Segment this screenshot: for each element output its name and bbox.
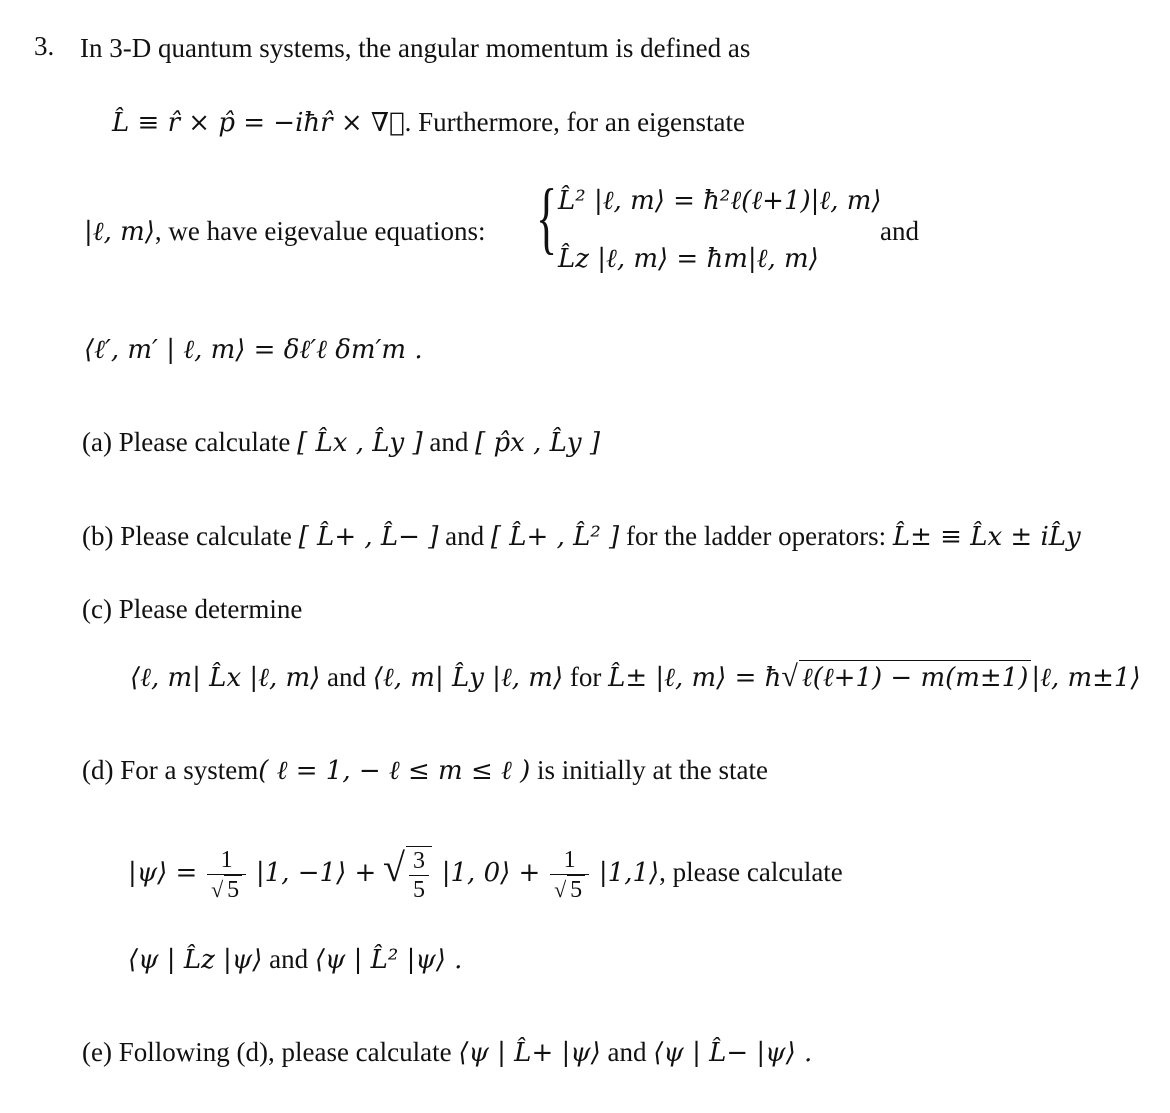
eigen-equation-2: L̂z |ℓ, m⟩ = ħm|ℓ, m⟩ (558, 244, 819, 274)
part-c-radicand: ℓ(ℓ+1) − m(m±1) (799, 660, 1032, 695)
ket-1-1: |1,1⟩ (598, 858, 660, 888)
part-d-condition: ( ℓ = 1, − ℓ ≤ m ≤ ℓ ) (258, 756, 531, 786)
part-e-text: Following (d), please calculate (118, 1037, 452, 1067)
part-a-and: and (429, 427, 469, 457)
part-b-text-2: for the ladder operators: (625, 521, 887, 551)
part-b (82, 519, 1081, 554)
part-b-ladder-def: L̂± ≡ L̂x ± iL̂y (892, 522, 1081, 552)
part-c (82, 592, 302, 626)
state-math: |ℓ, m⟩ (84, 217, 155, 247)
coefficient-3: $\frac{1}{√ 5}$ (550, 846, 589, 904)
eigen-line (84, 214, 486, 249)
part-d-text: For a system (120, 755, 259, 785)
eigen-and: and (880, 216, 919, 246)
part-c-expect-y: ⟨ℓ, m| L̂y |ℓ, m⟩ (372, 663, 564, 693)
coefficient-2: $\frac{3}{5}$ (406, 846, 432, 904)
part-d (82, 753, 768, 788)
part-a (82, 425, 600, 460)
part-b-commutator-1: [ L̂+ , L̂− ] (298, 522, 439, 552)
orthonormality: ⟨ℓ′, m′ | ℓ, m⟩ = δℓ′ℓ δm′m . (84, 335, 423, 365)
part-d-text-2: is initially at the state (537, 755, 768, 785)
part-e (82, 1035, 812, 1070)
part-d-state (128, 828, 843, 913)
eigen-text: , we have eigevalue equations: (154, 216, 486, 246)
sqrt-icon: √ (383, 845, 405, 890)
part-b-and: and (445, 521, 485, 551)
part-c-for: for (569, 662, 602, 692)
part-c-ladder-left: L̂± |ℓ, m⟩ = ħ (608, 663, 782, 693)
definition-math: L̂ ≡ r̂ × p̂ = −iħr̂ × ∇⃗ (112, 108, 405, 138)
definition-text: . Furthermore, for an eigenstate (404, 107, 746, 137)
problem-intro: In 3-D quantum systems, the angular momentum is defined as (80, 33, 751, 63)
part-c-and: and (327, 662, 367, 692)
part-e-label: (e) (82, 1037, 112, 1067)
part-e-expect-lminus: ⟨ψ | L̂− |ψ⟩ . (653, 1038, 813, 1068)
part-e-and: and (607, 1037, 647, 1067)
part-e-expect-lplus: ⟨ψ | L̂+ |ψ⟩ (458, 1038, 601, 1068)
part-c-ladder-right: |ℓ, m±1⟩ (1031, 663, 1141, 693)
part-b-label: (b) (82, 521, 114, 551)
eigen-brace: { (536, 174, 558, 262)
sqrt-icon: √ (211, 876, 224, 902)
part-d-and: and (269, 944, 309, 974)
part-c-equation (130, 660, 1141, 695)
definition-line (112, 105, 745, 140)
sqrt-icon: √ (781, 660, 798, 693)
problem-number: 3. (34, 31, 55, 61)
part-c-expect-x: ⟨ℓ, m| L̂x |ℓ, m⟩ (130, 663, 321, 693)
part-b-text: Please calculate (120, 521, 292, 551)
ket-1-0: |1, 0⟩ + (441, 858, 541, 888)
part-a-text: Please calculate (118, 427, 291, 457)
part-d-expect-lz: ⟨ψ | L̂z |ψ⟩ (128, 945, 263, 975)
psi-ket: |ψ⟩ = (128, 858, 198, 888)
part-d-text-3: , please calculate (659, 857, 843, 887)
part-c-label: (c) (82, 594, 112, 624)
coefficient-1: $\frac{1}{√ 5}$ (207, 846, 246, 904)
part-a-label: (a) (82, 427, 112, 457)
eigen-equation-1: L̂² |ℓ, m⟩ = ħ²ℓ(ℓ+1)|ℓ, m⟩ (558, 186, 882, 216)
part-a-commutator-2: [ p̂x , L̂y ] (475, 428, 600, 458)
part-b-commutator-2: [ L̂+ , L̂² ] (490, 522, 620, 552)
ket-1-minus-1: |1, −1⟩ + (255, 858, 377, 888)
part-d-expectations (128, 942, 462, 977)
part-a-commutator-1: [ L̂x , L̂y ] (297, 428, 423, 458)
part-d-label: (d) (82, 755, 114, 785)
sqrt-icon: √ (554, 876, 567, 902)
part-c-text: Please determine (118, 594, 303, 624)
part-d-expect-l2: ⟨ψ | L̂² |ψ⟩ . (314, 945, 463, 975)
